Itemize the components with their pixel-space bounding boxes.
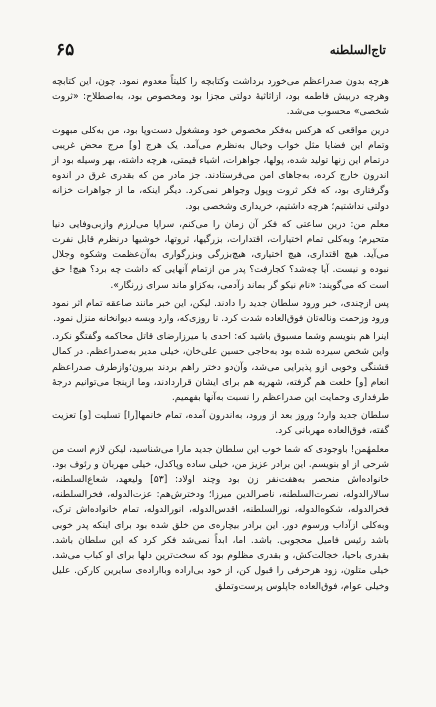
paragraph: معلم من: درین ساعتی که فکر آن زمان را می‌کنم، سراپا می‌لرزم وازبی‌وفایی دنیا متحیرم؛ وبه‌کلی تمام اختیارات، اقتدارات، بزرگیها، ثروتها، خوشیها درنظرم قابل نفرت می‌آید. هیچ اقتداری، هیچ اختیاری، هیچ‌بزرگی وبزرگواری به‌آن‌عظمت وشکوه وجلال نبوده و نیست. آیا چه‌شد؟ کجارفت؟ پدر من ازتمام آنهایی که داشت چه برد؟ هیچ! حق است که می‌گویند: «نام نیکو گر بماند زآدمی، به‌کزاو ماند سرای زرنگار». [52, 218, 389, 291]
paragraph: اینرا هم بنویسم وشما مسبوق باشید که: احدی با میرزارضای قاتل محاکمه وگفتگو نکرد. واین شخص سیرده شده بود به‌حاجی حسین علی‌خان، خیلی مدیر به‌صدراعظم. در کمال قشنگی وخوبی ازو پذیرایی می‌شد، وآن‌دو دختر راهم بردند بیرون؛وازطرف صدراعظم انعام [و] خلعت هم گرفته، شهریه هم برای ایشان قراردادند، وما ازینجا می‌توانیم درجهٔ طرفداری وحمایت این صدراعظم را نسبت به‌آنها بفهمیم. [52, 331, 389, 404]
paragraph: درین مواقعی که هرکس به‌فکر مخصوص خود ومشغول دست‌وپا بود، من به‌کلی مبهوت وتمام این فضایا مثل خواب وخیال به‌نظرم می‌آمد. یک هرج [و] مرج محض غریبی درتمام این زنها تولید شده، پولها، جواهرات، اشیاء قیمتی، هرچه داشته، بهر وسیله بود از اندرون خارج کرده، به‌جاهای امن می‌فرستادند. جز مادر من که بقدری غرق در اندوه وگرفتاری بود، که فکر ثروت وپول وجواهر نمی‌کرد. دیگر اینکه، ما از جواهرات خزانه دولتی نداشتیم؛ هرچه داشتیم، خریداری وشخصی بود. [52, 124, 389, 212]
page-header [0, 40, 436, 62]
paragraph: سلطان جدید وارد؛ وروز بعد از ورود، به‌اندرون آمده، تمام خانمها[را] تسلیت [و] تعزیت گفته، فوق‌العاده مهربانی کرد. [52, 410, 389, 437]
paragraph: هرچه بدون صدراعظم می‌خورد برداشت وکتابچه را کلیتاً معدوم نمود. چون، این کتابچه وهرچه دربیش فاطمه بود، ازاثاثیهٔ دولتی مجزا بود ومخصوص بود، به‌اصطلاح: «ثروت شخصی» محسوب می‌شد. [52, 76, 389, 118]
page-number: ۶۵ [56, 40, 75, 60]
paragraph: پس ازچندی، خبر ورود سلطان جدید را دادند. لیکن، این خبر مانند صاعقه تمام اثر نمود ورود وزحمت وناله‌تان فوق‌العاده شدت کرد. تا روزی‌که، وارد وبسه دیوانخانه منزل نمود. [52, 297, 389, 325]
body-text [52, 74, 389, 597]
running-title: تاج‌السلطنه [329, 43, 386, 57]
paragraph: معلمهٔمن! باوجودی که شما خوب این سلطان جدید مارا می‌شناسید، لیکن لازم است من شرحی از او بنویسم. این برادر عزیز من، خیلی ساده وپاکدل، خیلی مهربان و رئوف بود. خانواده‌اش منحصر به‌هفت‌نفر زن بود وچند اولاد: [۵۳] ولیعهد، شعاع‌السلطنه، سالارالدوله، نصرت‌السلطنه، ناصرالدین میرزا؛ ودخترش‌هم: عزت‌الدوله، فخرالسلطنه، فخرالدوله، شکوه‌الدوله، نورالسلطنه، اقدس‌الدوله، انورالدوله، تمام خانواده‌اش ترک، وبه‌کلی ازآداب ورسوم دور. این برادر بیچاره‌ی من خلق شده بود برای اینکه پدر خوبی باشد رئیس فامیل محجوبی. باشد. اما، ابداً نمی‌شد فکر کرد که این سلطان باشد. بقدری باحیا، خجالت‌کش، و بقدری مظلوم بود که سخت‌ترین دلها برای او کباب می‌شد. خیلی متلون، زود هرحرفی را قبول کن، از خود بی‌اراده وبااراده‌ی سایرین کارکن. علیل وخیلی عوام، فوق‌العاده جاپلوس پرست‌وتملق [52, 443, 389, 592]
